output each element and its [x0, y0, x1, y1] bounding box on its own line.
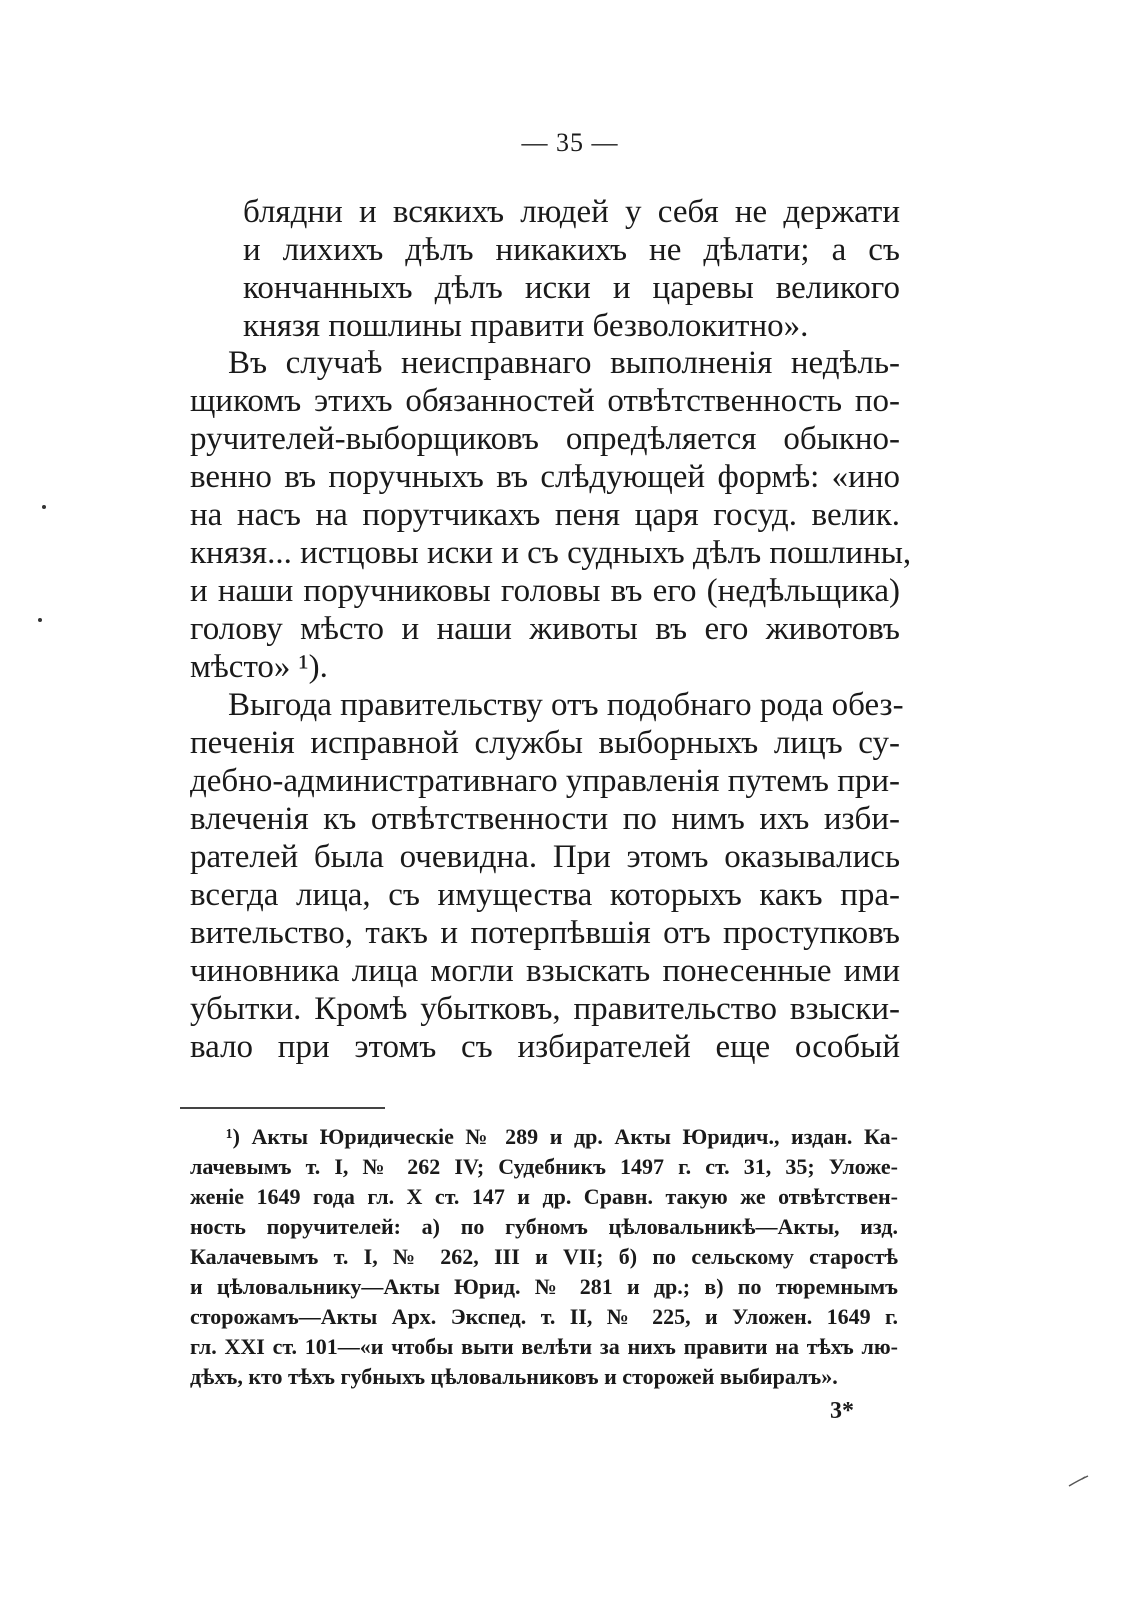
text-line: блядни и всякихъ людей у себя не держати	[243, 194, 900, 230]
footnote-line: и цѣловальнику—Акты Юрид. № 281 и др.; в) по тюремнымъ	[190, 1274, 898, 1299]
text-line: дебно-административнаго управленія путемъ при-	[190, 763, 900, 799]
scan-mark-icon	[1068, 1474, 1090, 1488]
printer-signature-mark: 3*	[830, 1398, 854, 1424]
text-line: рателей была очевидна. При этомъ оказывались	[190, 839, 900, 875]
footnote-line: женіе 1649 года гл. X ст. 147 и др. Сравн. такую же отвѣтствен-	[190, 1184, 898, 1209]
scan-speck	[42, 505, 46, 509]
text-line: Въ случаѣ неисправнаго выполненія недѣль-	[228, 345, 900, 381]
text-line: вало при этомъ съ избирателей еще особый	[190, 1029, 900, 1065]
text-line: мѣсто» ¹).	[190, 649, 328, 685]
text-line: на насъ на порутчикахъ пеня царя госуд. велик.	[190, 497, 900, 533]
footnote-line: гл. XXI ст. 101—«и чтобы выти велѣти за нихъ правити на тѣхъ лю-	[190, 1334, 898, 1359]
footnote-line: ность поручителей: а) по губномъ цѣловальникѣ—Акты, изд.	[190, 1214, 898, 1239]
text-line: и наши поручниковы головы въ его (недѣльщика)	[190, 573, 900, 609]
text-line: голову мѣсто и наши животы въ его животовъ	[190, 611, 900, 647]
text-line: и лихихъ дѣлъ никакихъ не дѣлати; а съ	[243, 232, 900, 268]
footnote-line: сторожамъ—Акты Арх. Экспед. т. II, № 225, и Уложен. 1649 г.	[190, 1304, 898, 1329]
text-line: влеченія къ отвѣтственности по нимъ ихъ изби-	[190, 801, 900, 837]
text-line: Выгода правительству отъ подобнаго рода обез-	[228, 687, 904, 723]
text-line: ручителей-выборщиковъ опредѣляется обыкно-	[190, 421, 900, 457]
footnote-line: дѣхъ, кто тѣхъ губныхъ цѣловальниковъ и сторожей выбиралъ».	[190, 1364, 838, 1389]
footnote-line: ¹) Акты Юридическіе № 289 и др. Акты Юридич., издан. Ка-	[226, 1124, 898, 1149]
text-line: князя пошлины правити безволокитно».	[243, 308, 809, 344]
footnote-line: Калачевымъ т. I, № 262, III и VII; б) по сельскому старостѣ	[190, 1244, 898, 1269]
scan-speck	[38, 618, 42, 622]
page-number: — 35 —	[521, 128, 619, 157]
footnote-line: лачевымъ т. I, № 262 IV; Судебникъ 1497 г. ст. 31, 35; Уложе-	[190, 1154, 898, 1179]
text-line: щикомъ этихъ обязанностей отвѣтственность по-	[190, 383, 900, 419]
text-line: убытки. Кромѣ убытковъ, правительство взыски-	[190, 991, 900, 1027]
text-line: всегда лица, съ имущества которыхъ какъ пра-	[190, 877, 900, 913]
footnote-divider	[180, 1107, 385, 1109]
text-line: венно въ поручныхъ въ слѣдующей формѣ: «ино	[190, 459, 900, 495]
text-line: чиновника лица могли взыскать понесенные ими	[190, 953, 900, 989]
text-line: князя... истцовы иски и съ судныхъ дѣлъ пошлины,	[190, 535, 912, 571]
text-line: печенія исправной службы выборныхъ лицъ су-	[190, 725, 900, 761]
text-line: кончанныхъ дѣлъ иски и царевы великого	[243, 270, 900, 306]
text-line: вительство, такъ и потерпѣвшія отъ проступковъ	[190, 915, 900, 951]
